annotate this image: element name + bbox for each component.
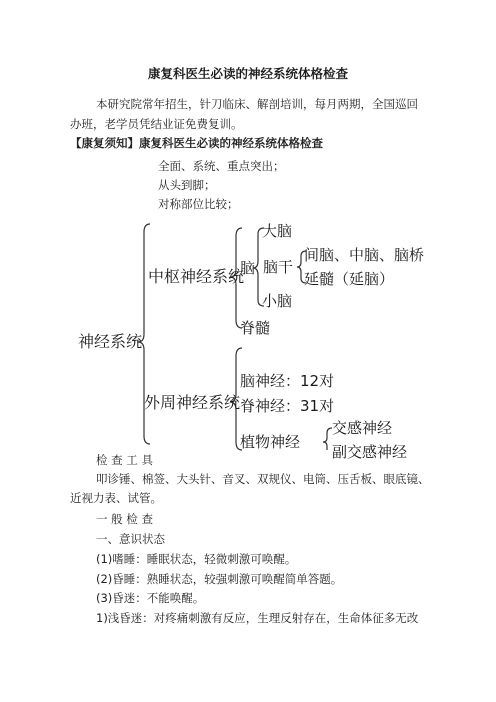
tools-heading: 检 查 工 具 bbox=[96, 453, 153, 467]
diagram-cranial-nerves: 脑神经：12对 bbox=[240, 372, 335, 390]
intro-line-2: 办班，老学员凭结业证免费复训。 bbox=[70, 117, 243, 131]
diagram-root: 神经系统 bbox=[78, 332, 143, 351]
diagram-cerebellum: 小脑 bbox=[262, 292, 293, 310]
item-stupor: (2)昏睡：熟睡状态，较强刺激可唤醒简单答题。 bbox=[96, 572, 343, 586]
item-somnolence: (1)嗜睡：睡眠状态，轻微刺激可唤醒。 bbox=[96, 552, 297, 566]
item-coma: (3)昏迷：不能唤醒。 bbox=[96, 591, 205, 605]
diagram-medulla: 延髓（延脑） bbox=[304, 270, 395, 288]
diagram-brainstem: 脑干 bbox=[263, 258, 294, 276]
principle-3: 对称部位比较； bbox=[158, 197, 239, 211]
consciousness-heading: 一、意识状态 bbox=[96, 532, 165, 546]
page-title: 康复科医生必读的神经系统体格检查 bbox=[147, 66, 348, 81]
tools-line-2: 近视力表、试管。 bbox=[70, 491, 162, 505]
principle-2: 从头到脚； bbox=[158, 178, 216, 192]
diagram-cerebrum: 大脑 bbox=[262, 222, 293, 240]
diagram-diencephalon: 间脑、中脑、脑桥 bbox=[304, 246, 425, 264]
tools-line-1: 叩诊锤、棉签、大头针、音叉、双规仪、电筒、压舌板、眼底镜、 bbox=[96, 472, 430, 486]
diagram-parasympathetic: 副交感神经 bbox=[332, 443, 408, 461]
diagram-spinal-nerves: 脊神经：31对 bbox=[240, 397, 335, 415]
item-light-coma: 1)浅昏迷：对疼痛刺激有反应，生理反射存在，生命体征多无改 bbox=[96, 611, 419, 625]
autonomic-brace bbox=[323, 428, 332, 450]
diagram-autonomic: 植物神经 bbox=[240, 433, 301, 451]
notice-heading: 【康复须知】康复科医生必读的神经系统体格检查 bbox=[70, 136, 323, 150]
diagram-spinal-cord: 脊髓 bbox=[240, 319, 271, 337]
principle-1: 全面、系统、重点突出； bbox=[158, 159, 285, 173]
diagram-peripheral: 外周神经系统 bbox=[144, 393, 241, 412]
intro-line-1: 本研究院常年招生，针刀临床、解剖培训，每月两期，全国巡回 bbox=[96, 97, 418, 111]
diagram-sympathetic: 交感神经 bbox=[332, 419, 393, 437]
general-heading: 一 般 检 查 bbox=[96, 512, 153, 526]
diagram-brain: 脑 bbox=[240, 259, 256, 277]
diagram-central: 中枢神经系统 bbox=[148, 267, 245, 286]
